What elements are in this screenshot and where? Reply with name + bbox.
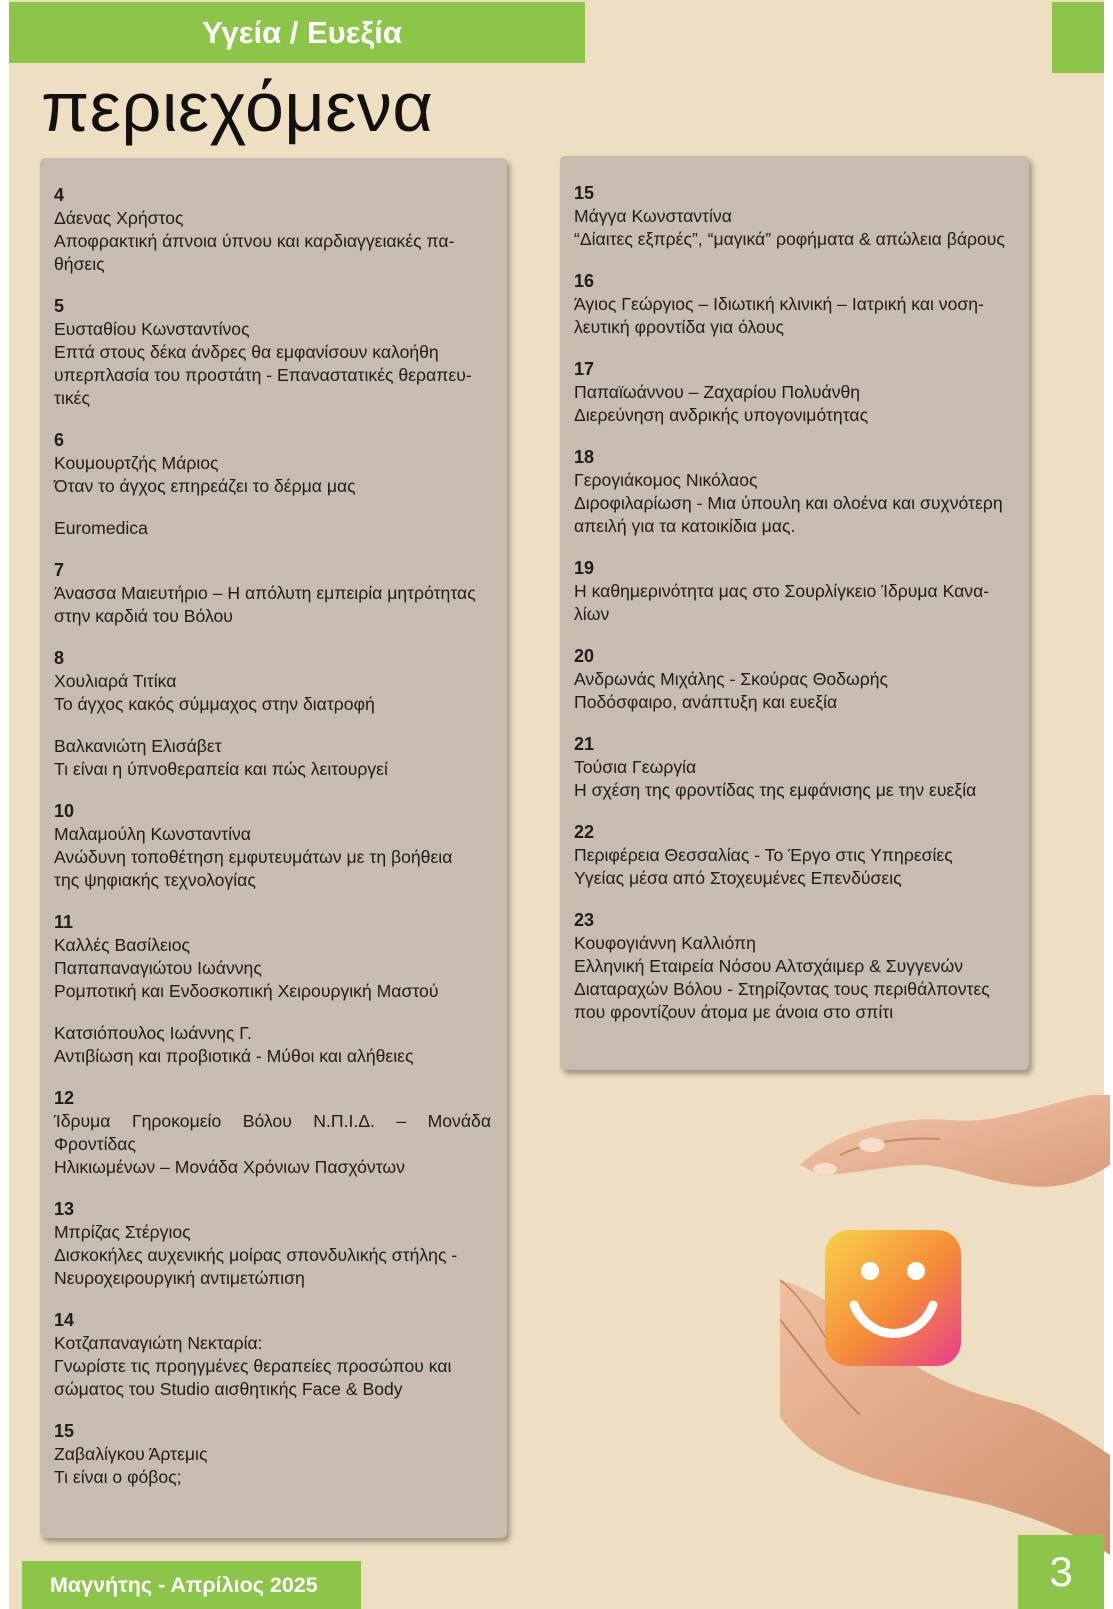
toc-entry-title: Νευροχειρουργική αντιμετώπιση bbox=[54, 1268, 305, 1288]
toc-entry-title: Η σχέση της φροντίδας της εμφάνισης με την ευεξία bbox=[574, 780, 977, 800]
toc-page-number: 23 bbox=[574, 910, 595, 930]
toc-entry-author: Γερογιάκομος Νικόλαος bbox=[574, 470, 758, 490]
toc-entry bbox=[54, 295, 491, 410]
toc-entry-author: Άνασσα Μαιευτήριο – Η απόλυτη εμπειρία μητρότητας bbox=[54, 583, 476, 603]
toc-entry-author: Κοτζαπαναγιώτη Νεκταρία: bbox=[54, 1333, 263, 1353]
toc-entry bbox=[54, 184, 491, 276]
publication-label: Μαγνήτης - Απρίλιος 2025 bbox=[50, 1572, 318, 1597]
toc-entry-author: Παπαϊωάννου – Ζαχαρίου Πολυάνθη bbox=[574, 382, 861, 402]
toc-page-number: 19 bbox=[574, 558, 595, 578]
toc-entry bbox=[54, 1420, 491, 1489]
caring-hands-illustration bbox=[780, 1095, 1110, 1555]
section-banner bbox=[9, 2, 585, 63]
toc-entry-title: Γνωρίστε τις προηγμένες θεραπείες προσώπου και bbox=[54, 1356, 452, 1376]
toc-page-number: 12 bbox=[54, 1088, 75, 1108]
toc-entry-title: που φροντίζουν άτομα με άνοια στο σπίτι bbox=[574, 1002, 894, 1022]
toc-entry-title: Επτά στους δέκα άνδρες θα εμφανίσουν καλοήθη bbox=[54, 342, 439, 362]
toc-page-number: 7 bbox=[54, 560, 65, 580]
toc-entry-title: θήσεις bbox=[54, 254, 105, 274]
toc-page-number: 20 bbox=[574, 646, 595, 666]
toc-page-number: 6 bbox=[54, 430, 65, 450]
toc-entry-title: Ανώδυνη τοποθέτηση εμφυτευμάτων με τη βοήθεια bbox=[54, 847, 453, 867]
toc-page-number: 11 bbox=[54, 912, 74, 932]
toc-entry-title: Παπαπαναγιώτου Ιωάννης bbox=[54, 958, 262, 978]
toc-entry-author: Ίδρυμα Γηροκομείο Βόλου Ν.Π.Ι.Δ. – Μονάδα Φροντίδας bbox=[54, 1111, 491, 1154]
toc-page-number: 16 bbox=[574, 271, 595, 291]
upper-hand bbox=[800, 1095, 1110, 1187]
page-number-value: 3 bbox=[1049, 1548, 1073, 1595]
toc-entry-title: Όταν το άγχος επηρεάζει το δέρμα μας bbox=[54, 476, 356, 496]
toc-entry bbox=[54, 1022, 491, 1068]
toc-entry bbox=[54, 735, 491, 781]
toc-entry-author: Η καθημερινότητα μας στο Σουρλίγκειο Ίδρυμα Κανα- bbox=[574, 581, 990, 601]
toc-entry-author: Μάγγα Κωνσταντίνα bbox=[574, 206, 732, 226]
toc-entry-title: Ποδόσφαιρο, ανάπτυξη και ευεξία bbox=[574, 692, 838, 712]
toc-entry bbox=[574, 821, 1013, 890]
toc-entry bbox=[574, 446, 1013, 538]
toc-entry-title: λευτική φροντίδα για όλους bbox=[574, 317, 784, 337]
toc-entry-author: Ζαβαλίγκου Άρτεμις bbox=[54, 1444, 208, 1464]
toc-entry-title: Το άγχος κακός σύμμαχος στην διατροφή bbox=[54, 694, 375, 714]
toc-panel-left bbox=[40, 158, 507, 1538]
toc-entry-author: Κατσιόπουλος Ιωάννης Γ. bbox=[54, 1023, 252, 1043]
toc-entry-author: Τούσια Γεωργία bbox=[574, 757, 697, 777]
smiley-face-icon bbox=[825, 1230, 961, 1366]
toc-page-number: 22 bbox=[574, 822, 595, 842]
toc-entry-author: Χουλιαρά Τιτίκα bbox=[54, 671, 177, 691]
toc-entry-title: στην καρδιά του Βόλου bbox=[54, 606, 233, 626]
toc-entry bbox=[54, 911, 491, 1003]
toc-page-number: 15 bbox=[54, 1421, 75, 1441]
toc-page-number: 10 bbox=[54, 801, 75, 821]
toc-entry-author: Κουφογιάννη Καλλιόπη bbox=[574, 933, 756, 953]
toc-entry-title: Αντιβίωση και προβιοτικά - Μύθοι και αλήθειες bbox=[54, 1046, 414, 1066]
toc-entry-title: Αποφρακτική άπνοια ύπνου και καρδιαγγειακές πα- bbox=[54, 231, 455, 251]
toc-entry-title: λίων bbox=[574, 604, 610, 624]
toc-page-number: 15 bbox=[574, 183, 595, 203]
toc-entry bbox=[54, 1309, 491, 1401]
toc-entry-title: “Δίαιτες εξπρές”, “μαγικά” ροφήματα & απώλεια βάρους bbox=[574, 229, 1005, 249]
toc-page-number: 4 bbox=[54, 185, 65, 205]
toc-entry-author: Δάενας Χρήστος bbox=[54, 208, 184, 228]
toc-entry bbox=[574, 182, 1013, 251]
toc-entry-title: σώματος του Studio αισθητικής Face & Body bbox=[54, 1379, 403, 1399]
toc-entry-title: Διροφιλαρίωση - Μια ύπουλη και ολοένα και συχνότερη bbox=[574, 493, 1003, 513]
toc-page-number: 17 bbox=[574, 359, 595, 379]
toc-entry-title: Διαταραχών Βόλου - Στηρίζοντας τους περιθάλποντες bbox=[574, 979, 990, 999]
corner-accent-block bbox=[1052, 2, 1104, 73]
toc-entry bbox=[574, 557, 1013, 626]
footer-publication-banner bbox=[22, 1561, 361, 1609]
toc-entry-title: Ρομποτική και Ενδοσκοπική Χειρουργική Μαστού bbox=[54, 981, 439, 1001]
toc-entry-author: Euromedica bbox=[54, 518, 148, 538]
toc-entry-title: Διερεύνηση ανδρικής υπογονιμότητας bbox=[574, 405, 869, 425]
toc-entry bbox=[54, 647, 491, 716]
toc-entry-author: Μαλαμούλη Κωνσταντίνα bbox=[54, 824, 251, 844]
toc-entry bbox=[54, 517, 491, 540]
toc-entry-title: Τι είναι ο φόβος; bbox=[54, 1467, 182, 1487]
toc-entry-title: Ηλικιωμένων – Μονάδα Χρόνιων Πασχόντων bbox=[54, 1157, 405, 1177]
toc-entry bbox=[54, 1198, 491, 1290]
toc-entry-title: Υγείας μέσα από Στοχευμένες Επενδύσεις bbox=[574, 868, 902, 888]
toc-page-number: 8 bbox=[54, 648, 65, 668]
toc-entry-author: Ανδρωνάς Μιχάλης - Σκούρας Θοδωρής bbox=[574, 669, 888, 689]
toc-page-number: 5 bbox=[54, 296, 65, 316]
toc-entry-title: απειλή για τα κατοικίδια μας. bbox=[574, 516, 796, 536]
toc-entry-author: Ευσταθίου Κωνσταντίνος bbox=[54, 319, 250, 339]
toc-entry bbox=[574, 733, 1013, 802]
toc-entry bbox=[54, 429, 491, 498]
toc-entry-author: Περιφέρεια Θεσσαλίας - Το Έργο στις Υπηρεσίες bbox=[574, 845, 953, 865]
toc-entry-title: Ελληνική Εταιρεία Νόσου Αλτσχάιμερ & Συγγενών bbox=[574, 956, 963, 976]
toc-panel-right bbox=[560, 156, 1029, 1070]
toc-entry-title: της ψηφιακής τεχνολογίας bbox=[54, 870, 256, 890]
toc-entry-author: Καλλές Βασίλειος bbox=[54, 935, 190, 955]
toc-entry bbox=[574, 909, 1013, 1024]
toc-page-number: 21 bbox=[574, 734, 595, 754]
page-number bbox=[1018, 1535, 1104, 1609]
toc-entry bbox=[574, 358, 1013, 427]
toc-entry-author: Άγιος Γεώργιος – Ιδιωτική κλινική – Ιατρική και νοση- bbox=[574, 294, 984, 314]
toc-entry bbox=[574, 270, 1013, 339]
section-label: Υγεία / Ευεξία bbox=[202, 14, 402, 50]
toc-entry bbox=[54, 559, 491, 628]
toc-entry bbox=[54, 1087, 491, 1179]
toc-entry-title: τικές bbox=[54, 388, 90, 408]
toc-entry bbox=[54, 800, 491, 892]
toc-entry-title: υπερπλασία του προστάτη - Επαναστατικές θεραπευ- bbox=[54, 365, 472, 385]
toc-entry-title: Δισκοκήλες αυχενικής μοίρας σπονδυλικής στήλης - bbox=[54, 1245, 458, 1265]
page-title: περιεχόμενα bbox=[41, 68, 434, 146]
toc-entry-title: Τι είναι η ύπνοθεραπεία και πώς λειτουργεί bbox=[54, 759, 388, 779]
toc-page-number: 13 bbox=[54, 1199, 75, 1219]
toc-entry-author: Μπρίζας Στέργιος bbox=[54, 1222, 191, 1242]
toc-page-number: 14 bbox=[54, 1310, 75, 1330]
toc-entry bbox=[574, 645, 1013, 714]
toc-entry-author: Βαλκανιώτη Ελισάβετ bbox=[54, 736, 222, 756]
toc-entry-author: Κουμουρτζής Μάριος bbox=[54, 453, 219, 473]
toc-page-number: 18 bbox=[574, 447, 595, 467]
